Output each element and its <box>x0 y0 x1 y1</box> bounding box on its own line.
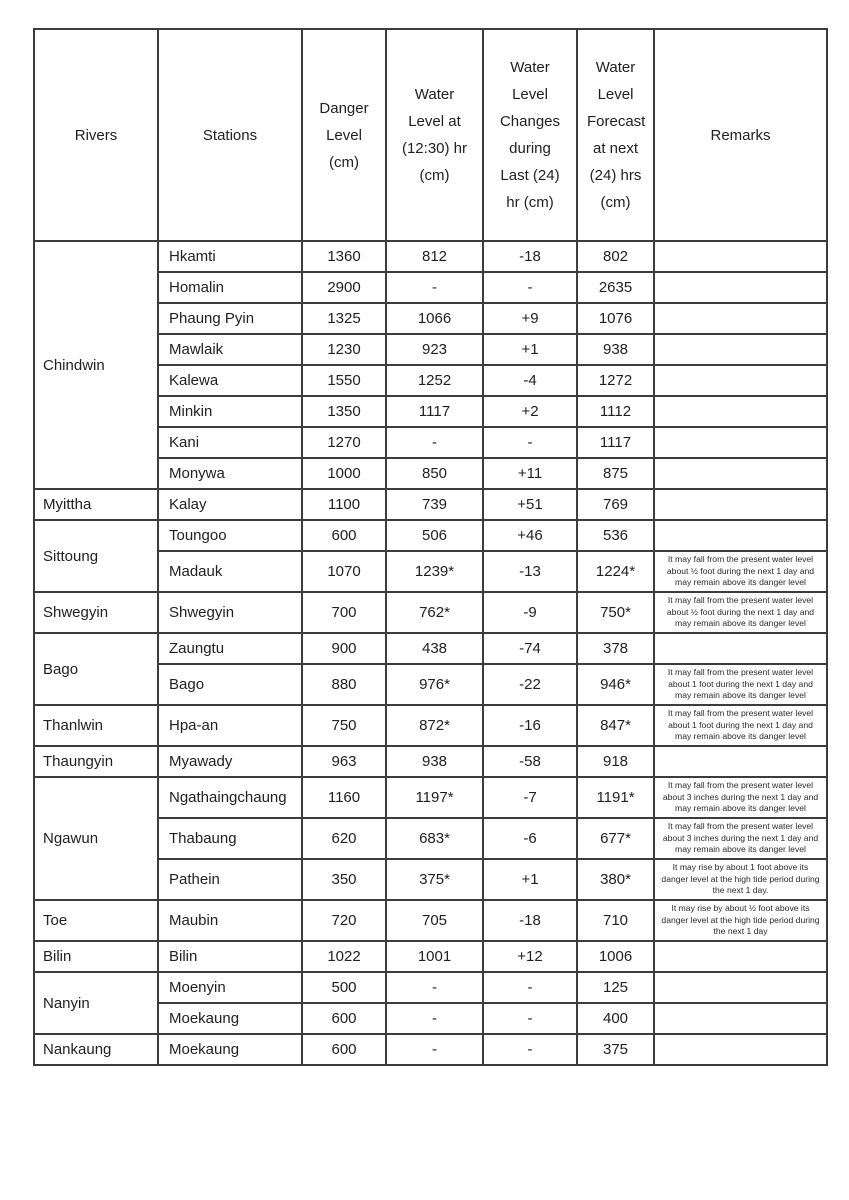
water-level-cell: - <box>386 427 483 458</box>
forecast-cell: 378 <box>577 633 654 664</box>
water-level-table <box>33 28 828 1066</box>
change-cell: +11 <box>483 458 577 489</box>
remarks-cell <box>654 458 827 489</box>
station-cell: Moekaung <box>158 1003 302 1034</box>
header-row <box>34 29 827 241</box>
forecast-cell: 1112 <box>577 396 654 427</box>
change-cell: +12 <box>483 941 577 972</box>
table-row <box>34 592 827 633</box>
remarks-cell <box>654 272 827 303</box>
station-cell: Shwegyin <box>158 592 302 633</box>
danger-level-cell: 500 <box>302 972 386 1003</box>
station-cell: Ngathaingchaung <box>158 777 302 818</box>
remarks-cell: It may fall from the present water level about ½ foot during the next 1 day and may remain above its danger level <box>654 592 827 633</box>
water-level-cell: 739 <box>386 489 483 520</box>
water-level-cell: 872* <box>386 705 483 746</box>
station-cell: Bago <box>158 664 302 705</box>
forecast-cell: 750* <box>577 592 654 633</box>
river-cell: Shwegyin <box>34 592 158 633</box>
water-level-cell: 1117 <box>386 396 483 427</box>
change-cell: - <box>483 1034 577 1065</box>
change-cell: - <box>483 1003 577 1034</box>
station-cell: Monywa <box>158 458 302 489</box>
change-cell: +2 <box>483 396 577 427</box>
forecast-cell: 802 <box>577 241 654 272</box>
remarks-cell: It may fall from the present water level about 3 inches during the next 1 day and may remain above its danger level <box>654 777 827 818</box>
table-row <box>34 746 827 777</box>
danger-level-cell: 600 <box>302 520 386 551</box>
station-cell: Hpa-an <box>158 705 302 746</box>
danger-level-cell: 1550 <box>302 365 386 396</box>
danger-level-cell: 1022 <box>302 941 386 972</box>
change-cell: +46 <box>483 520 577 551</box>
station-cell: Zaungtu <box>158 633 302 664</box>
change-cell: -58 <box>483 746 577 777</box>
remarks-cell <box>654 303 827 334</box>
change-cell: -22 <box>483 664 577 705</box>
water-level-cell: 938 <box>386 746 483 777</box>
change-cell: +1 <box>483 334 577 365</box>
danger-level-cell: 620 <box>302 818 386 859</box>
station-cell: Kalewa <box>158 365 302 396</box>
danger-level-cell: 600 <box>302 1003 386 1034</box>
change-cell: -7 <box>483 777 577 818</box>
header-remarks: Remarks <box>654 29 827 241</box>
table-row <box>34 900 827 941</box>
water-level-cell: 375* <box>386 859 483 900</box>
forecast-cell: 1006 <box>577 941 654 972</box>
station-cell: Hkamti <box>158 241 302 272</box>
change-cell: - <box>483 427 577 458</box>
water-level-cell: 1239* <box>386 551 483 592</box>
water-level-cell: 705 <box>386 900 483 941</box>
station-cell: Maubin <box>158 900 302 941</box>
table-row <box>34 1034 827 1065</box>
table-header <box>34 29 827 241</box>
water-level-cell: 683* <box>386 818 483 859</box>
forecast-cell: 380* <box>577 859 654 900</box>
water-level-cell: 923 <box>386 334 483 365</box>
forecast-cell: 536 <box>577 520 654 551</box>
river-cell: Thanlwin <box>34 705 158 746</box>
remarks-cell <box>654 1034 827 1065</box>
remarks-cell <box>654 396 827 427</box>
change-cell: - <box>483 972 577 1003</box>
table-row <box>34 241 827 272</box>
station-cell: Myawady <box>158 746 302 777</box>
remarks-cell <box>654 633 827 664</box>
forecast-cell: 2635 <box>577 272 654 303</box>
forecast-cell: 938 <box>577 334 654 365</box>
station-cell: Phaung Pyin <box>158 303 302 334</box>
station-cell: Moenyin <box>158 972 302 1003</box>
danger-level-cell: 880 <box>302 664 386 705</box>
river-cell: Sittoung <box>34 520 158 592</box>
station-cell: Thabaung <box>158 818 302 859</box>
water-level-cell: 976* <box>386 664 483 705</box>
change-cell: -18 <box>483 900 577 941</box>
water-level-cell: 506 <box>386 520 483 551</box>
water-level-cell: 1001 <box>386 941 483 972</box>
change-cell: -9 <box>483 592 577 633</box>
forecast-cell: 375 <box>577 1034 654 1065</box>
river-cell: Nanyin <box>34 972 158 1034</box>
change-cell: - <box>483 272 577 303</box>
remarks-cell: It may fall from the present water level about 1 foot during the next 1 day and may remain above its danger level <box>654 705 827 746</box>
remarks-cell: It may fall from the present water level about 3 inches during the next 1 day and may remain above its danger level <box>654 818 827 859</box>
forecast-cell: 1191* <box>577 777 654 818</box>
header-rivers: Rivers <box>34 29 158 241</box>
danger-level-cell: 963 <box>302 746 386 777</box>
river-cell: Myittha <box>34 489 158 520</box>
river-cell: Bilin <box>34 941 158 972</box>
station-cell: Bilin <box>158 941 302 972</box>
table-row <box>34 633 827 664</box>
forecast-cell: 710 <box>577 900 654 941</box>
forecast-cell: 1272 <box>577 365 654 396</box>
change-cell: +51 <box>483 489 577 520</box>
river-cell: Ngawun <box>34 777 158 900</box>
forecast-cell: 918 <box>577 746 654 777</box>
danger-level-cell: 1100 <box>302 489 386 520</box>
water-level-cell: - <box>386 1034 483 1065</box>
forecast-cell: 1224* <box>577 551 654 592</box>
danger-level-cell: 2900 <box>302 272 386 303</box>
forecast-cell: 125 <box>577 972 654 1003</box>
change-cell: -6 <box>483 818 577 859</box>
station-cell: Moekaung <box>158 1034 302 1065</box>
table-row <box>34 941 827 972</box>
forecast-cell: 1076 <box>577 303 654 334</box>
station-cell: Kalay <box>158 489 302 520</box>
water-level-cell: 438 <box>386 633 483 664</box>
water-level-cell: 850 <box>386 458 483 489</box>
change-cell: +9 <box>483 303 577 334</box>
danger-level-cell: 1350 <box>302 396 386 427</box>
remarks-cell <box>654 1003 827 1034</box>
remarks-cell <box>654 941 827 972</box>
river-cell: Thaungyin <box>34 746 158 777</box>
change-cell: +1 <box>483 859 577 900</box>
change-cell: -16 <box>483 705 577 746</box>
table-row <box>34 777 827 818</box>
change-cell: -18 <box>483 241 577 272</box>
river-cell: Toe <box>34 900 158 941</box>
remarks-cell: It may rise by about 1 foot above its danger level at the high tide period during the next 1 day. <box>654 859 827 900</box>
remarks-cell <box>654 365 827 396</box>
table-body <box>34 241 827 1065</box>
header-danger-level: Danger Level (cm) <box>302 29 386 241</box>
forecast-cell: 677* <box>577 818 654 859</box>
table-row <box>34 489 827 520</box>
station-cell: Toungoo <box>158 520 302 551</box>
danger-level-cell: 350 <box>302 859 386 900</box>
water-level-cell: 762* <box>386 592 483 633</box>
danger-level-cell: 1270 <box>302 427 386 458</box>
river-cell: Chindwin <box>34 241 158 489</box>
water-level-cell: - <box>386 272 483 303</box>
table-row <box>34 705 827 746</box>
station-cell: Kani <box>158 427 302 458</box>
remarks-cell <box>654 489 827 520</box>
forecast-cell: 875 <box>577 458 654 489</box>
danger-level-cell: 720 <box>302 900 386 941</box>
header-change: Water Level Changes during Last (24) hr (cm) <box>483 29 577 241</box>
remarks-cell: It may fall from the present water level about 1 foot during the next 1 day and may remain above its danger level <box>654 664 827 705</box>
remarks-cell <box>654 746 827 777</box>
remarks-cell: It may fall from the present water level about ½ foot during the next 1 day and may remain above its danger level <box>654 551 827 592</box>
danger-level-cell: 1360 <box>302 241 386 272</box>
danger-level-cell: 1070 <box>302 551 386 592</box>
water-level-cell: - <box>386 1003 483 1034</box>
table-row <box>34 520 827 551</box>
station-cell: Pathein <box>158 859 302 900</box>
danger-level-cell: 900 <box>302 633 386 664</box>
station-cell: Homalin <box>158 272 302 303</box>
water-level-cell: 1197* <box>386 777 483 818</box>
forecast-cell: 400 <box>577 1003 654 1034</box>
river-cell: Bago <box>34 633 158 705</box>
danger-level-cell: 1160 <box>302 777 386 818</box>
danger-level-cell: 1230 <box>302 334 386 365</box>
danger-level-cell: 700 <box>302 592 386 633</box>
change-cell: -4 <box>483 365 577 396</box>
remarks-cell <box>654 334 827 365</box>
forecast-cell: 847* <box>577 705 654 746</box>
remarks-cell <box>654 427 827 458</box>
remarks-cell: It may rise by about ½ foot above its danger level at the high tide period during the next 1 day <box>654 900 827 941</box>
water-level-cell: - <box>386 972 483 1003</box>
header-forecast: Water Level Forecast at next (24) hrs (cm) <box>577 29 654 241</box>
header-water-level: Water Level at (12:30) hr (cm) <box>386 29 483 241</box>
danger-level-cell: 1000 <box>302 458 386 489</box>
danger-level-cell: 1325 <box>302 303 386 334</box>
remarks-cell <box>654 520 827 551</box>
table-row <box>34 972 827 1003</box>
water-level-cell: 812 <box>386 241 483 272</box>
station-cell: Minkin <box>158 396 302 427</box>
change-cell: -74 <box>483 633 577 664</box>
header-stations: Stations <box>158 29 302 241</box>
forecast-cell: 1117 <box>577 427 654 458</box>
forecast-cell: 769 <box>577 489 654 520</box>
danger-level-cell: 750 <box>302 705 386 746</box>
river-cell: Nankaung <box>34 1034 158 1065</box>
station-cell: Mawlaik <box>158 334 302 365</box>
station-cell: Madauk <box>158 551 302 592</box>
water-level-cell: 1066 <box>386 303 483 334</box>
remarks-cell <box>654 972 827 1003</box>
water-level-cell: 1252 <box>386 365 483 396</box>
danger-level-cell: 600 <box>302 1034 386 1065</box>
forecast-cell: 946* <box>577 664 654 705</box>
remarks-cell <box>654 241 827 272</box>
change-cell: -13 <box>483 551 577 592</box>
